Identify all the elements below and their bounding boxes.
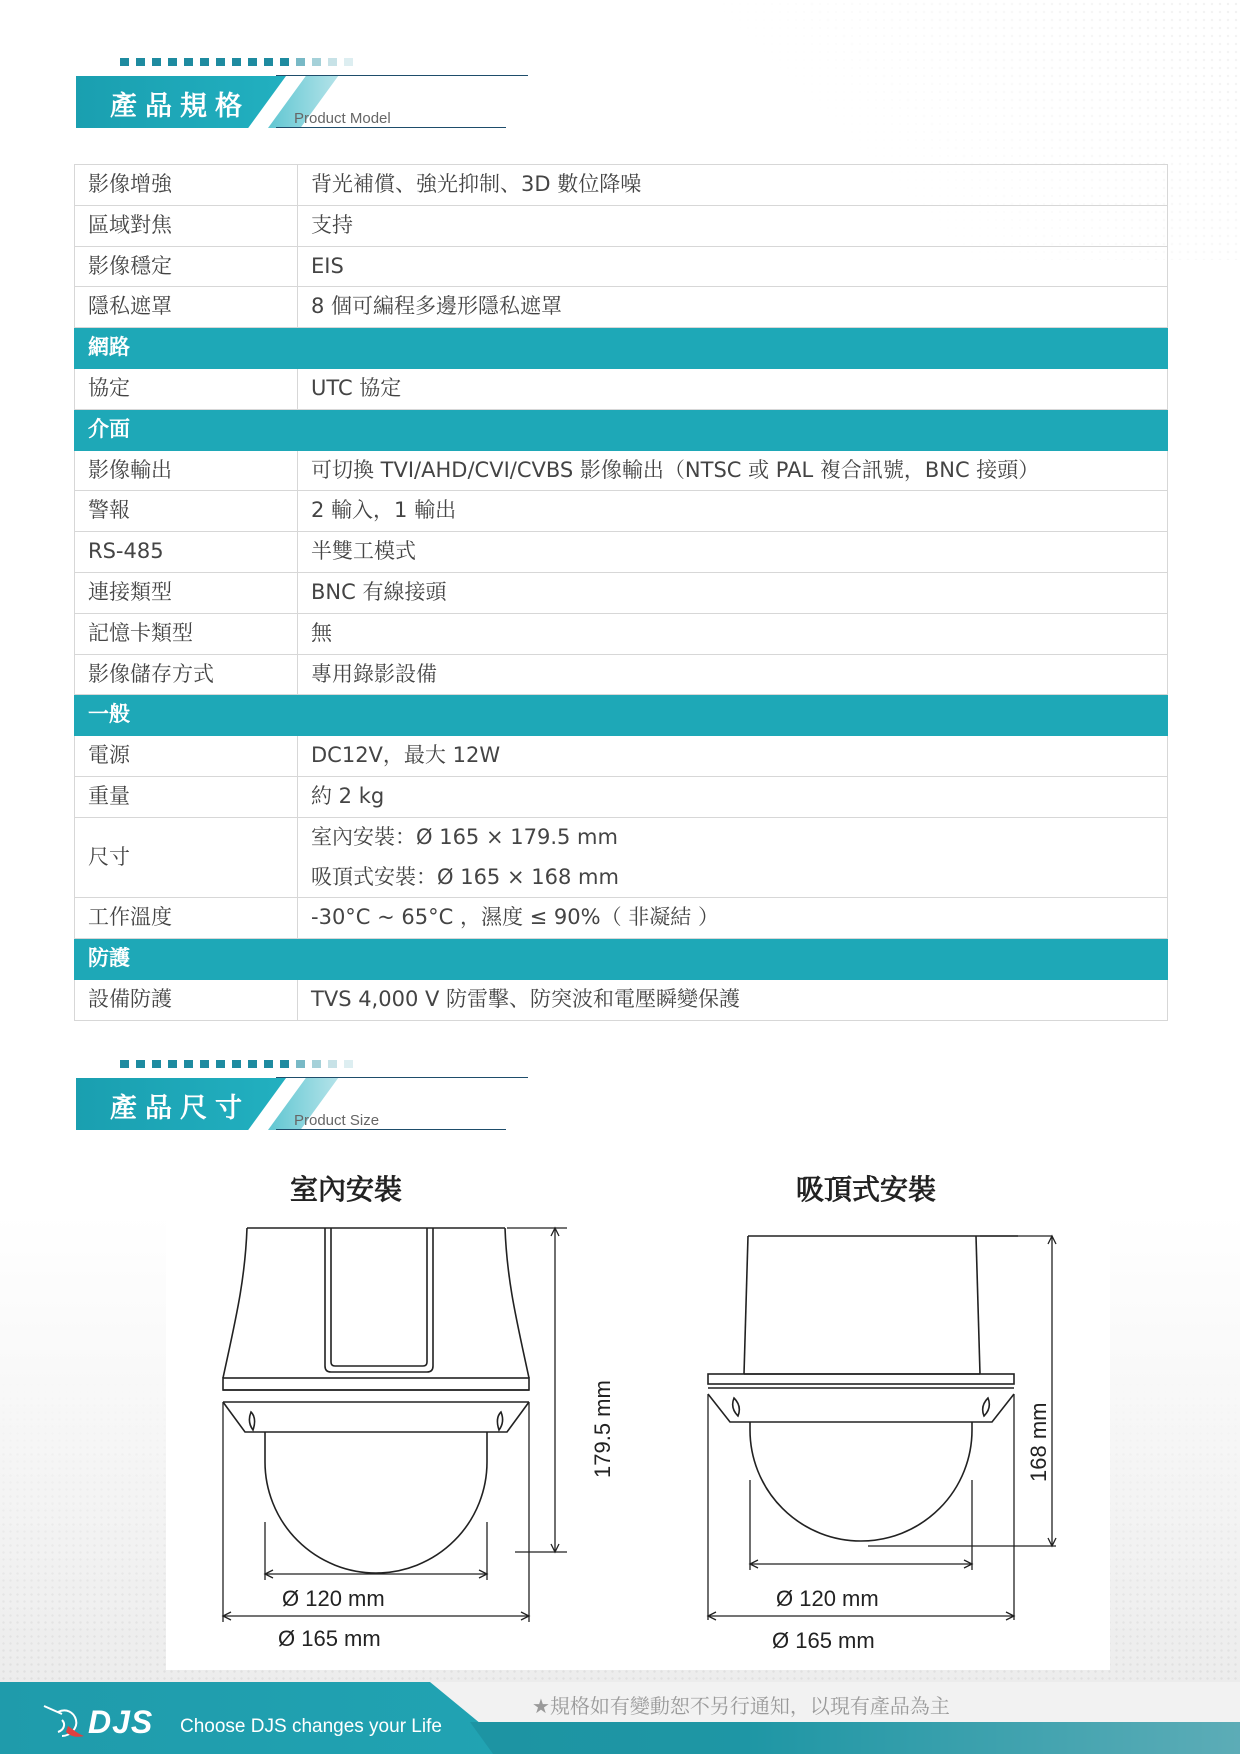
spec-row [75,654,1168,695]
spec-category-label: 防護 [75,939,1168,980]
spec-value: 可切換 TVI/AHD/CVI/CVBS 影像輸出（NTSC 或 PAL 複合訊號，BNC 接頭） [298,450,1168,491]
spec-value-line: 室內安裝：Ø 165 × 179.5 mm [311,824,618,849]
spec-section-header [76,58,456,138]
spec-row [75,613,1168,654]
spec-row [75,898,1168,939]
footer-brand: DJS [88,1704,154,1740]
spec-row [75,776,1168,817]
spec-label: 重量 [75,776,298,817]
footer-dark-band [470,1722,1240,1754]
spec-value: BNC 有線接頭 [298,572,1168,613]
header-baseline [276,127,506,128]
spec-row [75,817,1168,898]
spec-label: RS-485 [75,532,298,573]
spec-value: 2 輸入，1 輸出 [298,491,1168,532]
indoor-outer-diameter-label: Ø 165 mm [278,1626,381,1651]
ceiling-height-label: 168 mm [1026,1402,1051,1482]
spec-row [75,736,1168,777]
footer [0,1682,1240,1754]
spec-label: 區域對焦 [75,205,298,246]
spec-value: 8 個可編程多邊形隱私遮罩 [298,287,1168,328]
spec-value: EIS [298,246,1168,287]
spec-section-title: 產品規格 [110,91,250,122]
spec-category-label: 介面 [75,409,1168,450]
ceiling-camera-drawing [700,1230,1070,1650]
spec-label: 隱私遮罩 [75,287,298,328]
spec-row [75,450,1168,491]
spec-label: 影像儲存方式 [75,654,298,695]
spec-row [75,287,1168,328]
spec-value: DC12V，最大 12W [298,736,1168,777]
header-squares-decoration [120,58,353,66]
spec-table [74,164,1168,1021]
spec-row [75,165,1168,206]
spec-label: 連接類型 [75,572,298,613]
spec-label: 影像增強 [75,165,298,206]
spec-row [75,572,1168,613]
spec-section-subtitle: Product Model [294,110,391,127]
spec-row [75,246,1168,287]
spec-value: 背光補償、強光抑制、3D 數位降噪 [298,165,1168,206]
spec-value: 專用錄影設備 [298,654,1168,695]
indoor-drawing-title: 室內安裝 [290,1173,403,1206]
spec-label: 警報 [75,491,298,532]
size-section-subtitle: Product Size [294,1112,380,1129]
spec-value: 半雙工模式 [298,532,1168,573]
header-baseline [276,1129,506,1130]
spec-value: 無 [298,613,1168,654]
indoor-height-label: 179.5 mm [590,1380,615,1478]
spec-value: -30°C ~ 65°C ，濕度 ≤ 90%（ 非凝結 ） [298,898,1168,939]
spec-value [298,817,1168,898]
spec-row [75,368,1168,409]
spec-value: TVS 4,000 V 防雷擊、防突波和電壓瞬變保護 [298,979,1168,1020]
spec-label: 電源 [75,736,298,777]
size-section-title: 產品尺寸 [110,1093,250,1124]
header-top-line [276,1077,528,1078]
spec-value-line: 吸頂式安裝：Ø 165 × 168 mm [311,864,619,889]
header-squares-decoration [120,1060,353,1068]
spec-label: 記憶卡類型 [75,613,298,654]
unicorn-logo-icon [40,1696,88,1744]
spec-value: 支持 [298,205,1168,246]
spec-value: 約 2 kg [298,776,1168,817]
spec-category-row [75,695,1168,736]
size-section-header [76,1060,456,1140]
spec-category-row [75,409,1168,450]
spec-category-row [75,939,1168,980]
spec-value: UTC 協定 [298,368,1168,409]
spec-category-label: 一般 [75,695,1168,736]
footer-slogan: Choose DJS changes your Life [180,1716,442,1737]
spec-row [75,491,1168,532]
indoor-camera-drawing [215,1222,575,1642]
indoor-inner-diameter-label: Ø 120 mm [282,1586,385,1611]
spec-label: 協定 [75,368,298,409]
ceiling-drawing-title: 吸頂式安裝 [796,1173,937,1206]
ceiling-inner-diameter-label: Ø 120 mm [776,1586,879,1611]
spec-label: 設備防護 [75,979,298,1020]
ceiling-outer-diameter-label: Ø 165 mm [772,1628,875,1653]
footer-notice: ★規格如有變動恕不另行通知，以現有產品為主 [532,1694,950,1718]
spec-label: 尺寸 [75,817,298,898]
spec-row [75,205,1168,246]
spec-category-row [75,328,1168,369]
spec-label: 影像穩定 [75,246,298,287]
header-top-line [276,75,528,76]
spec-label: 影像輸出 [75,450,298,491]
spec-row [75,979,1168,1020]
spec-row [75,532,1168,573]
spec-label: 工作溫度 [75,898,298,939]
spec-category-label: 網路 [75,328,1168,369]
